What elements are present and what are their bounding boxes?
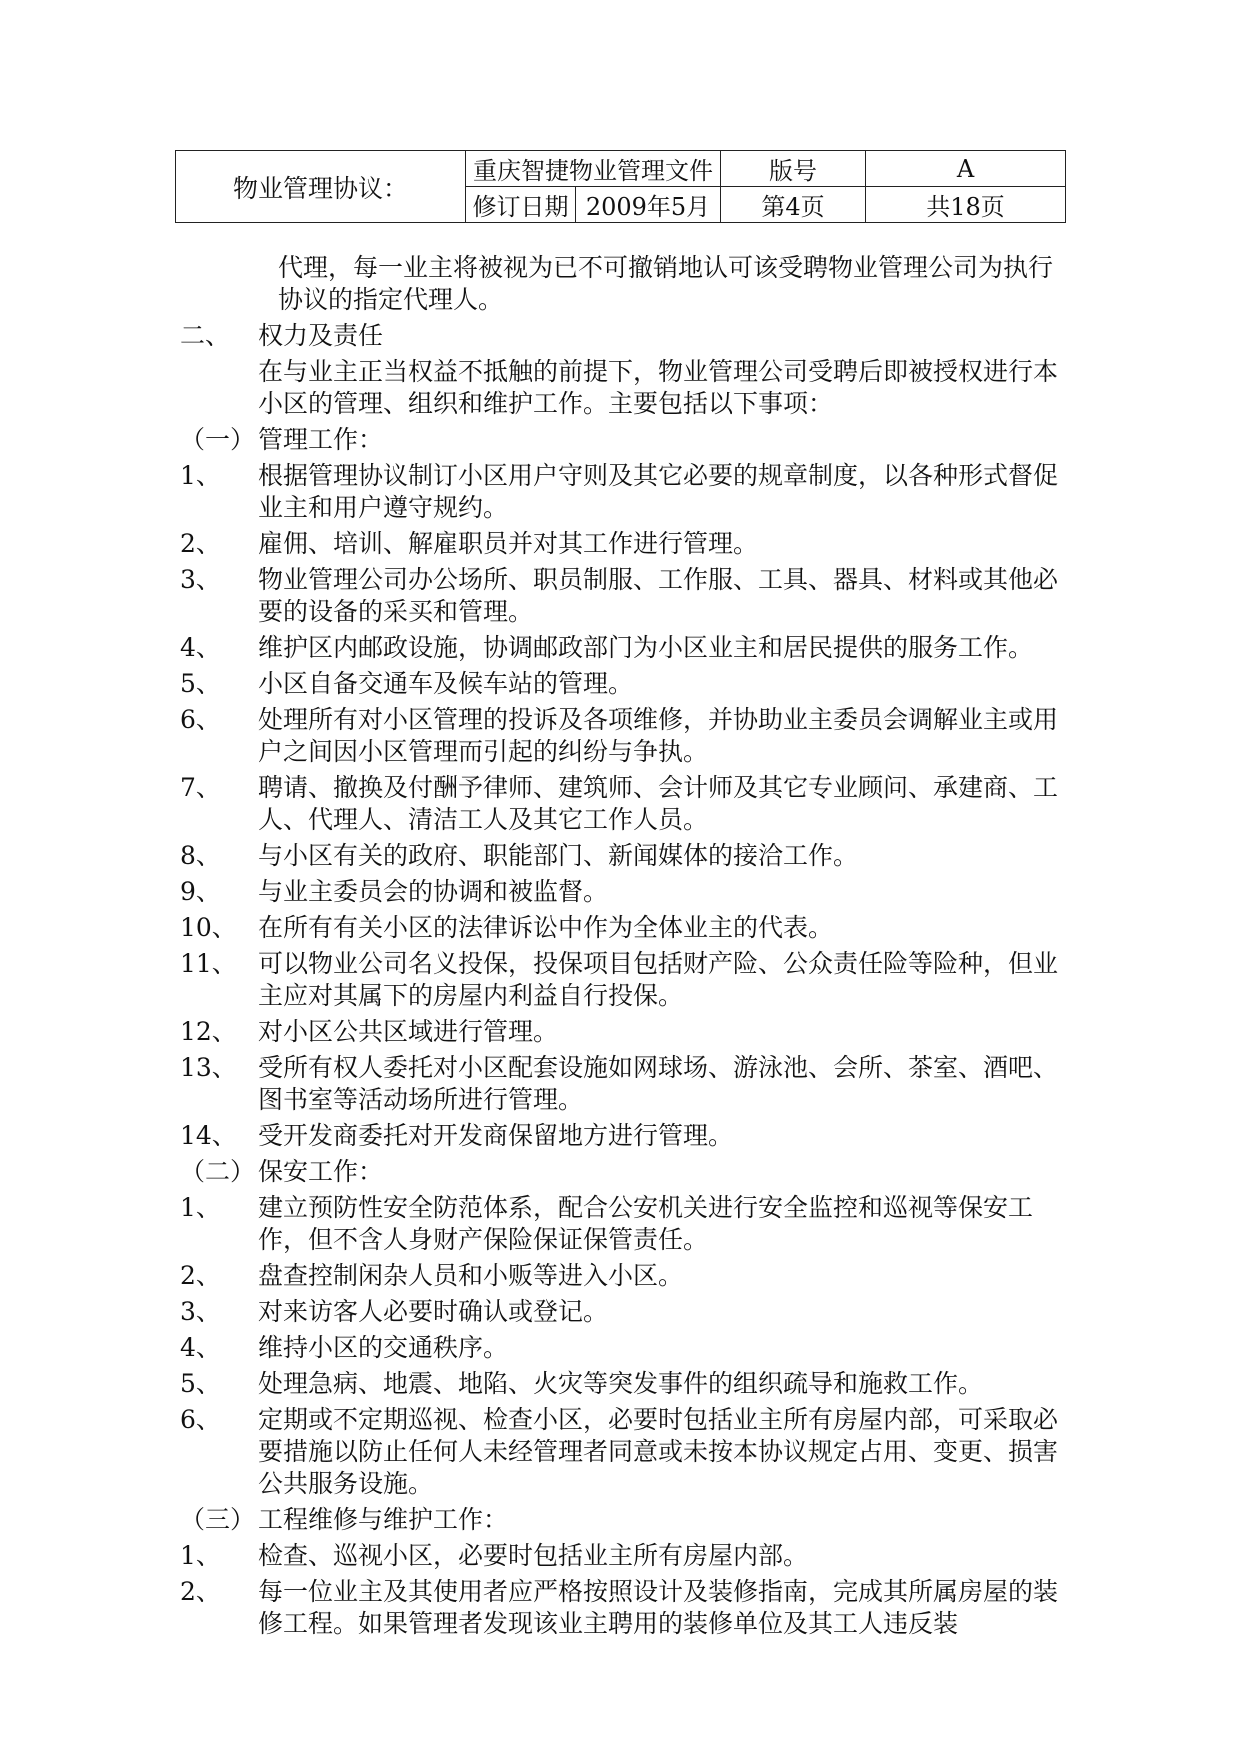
version-label: 版号	[721, 151, 866, 187]
list-item	[180, 876, 1060, 908]
item-number: 5、	[180, 1369, 221, 1398]
item-number: 12、	[180, 1017, 237, 1046]
item-number: 10、	[180, 913, 237, 942]
item-number: 4、	[180, 1333, 221, 1362]
list-item	[180, 1052, 1060, 1116]
item-number: 11、	[180, 949, 237, 978]
subsection-heading	[180, 1156, 1060, 1188]
list-item	[180, 668, 1060, 700]
page-number: 第4页	[721, 187, 866, 223]
subsection-heading	[180, 424, 1060, 456]
list-item	[180, 1260, 1060, 1292]
document-header-table	[175, 150, 1066, 223]
list-item	[180, 772, 1060, 836]
list-item	[180, 912, 1060, 944]
item-text: 雇佣、培训、解雇职员并对其工作进行管理。	[258, 529, 759, 558]
item-text: 可以物业公司名义投保，投保项目包括财产险、公众责任险等险种，但业主应对其属下的房屋内利益自行投保。	[258, 949, 1059, 1010]
list-item	[180, 704, 1060, 768]
list-item	[180, 528, 1060, 560]
subsection-number: （一）	[180, 425, 256, 454]
item-number: 4、	[180, 633, 221, 662]
subsection-number: （二）	[180, 1157, 256, 1186]
item-number: 3、	[180, 1297, 221, 1326]
subsection-number: （三）	[180, 1505, 256, 1534]
item-text: 对小区公共区域进行管理。	[258, 1017, 559, 1046]
item-text: 处理急病、地震、地陷、火灾等突发事件的组织疏导和施救工作。	[258, 1369, 984, 1398]
section-heading	[180, 320, 1060, 352]
revision-date-label: 修订日期	[466, 187, 576, 223]
item-number: 2、	[180, 529, 221, 558]
subsection-title: 工程维修与维护工作：	[258, 1505, 509, 1534]
item-number: 2、	[180, 1577, 221, 1606]
continuation-paragraph: 代理，每一业主将被视为已不可撤销地认可该受聘物业管理公司为执行协议的指定代理人。	[278, 253, 1054, 314]
subsection-title: 保安工作：	[258, 1157, 384, 1186]
section-number: 二、	[180, 321, 231, 350]
list-item	[180, 1368, 1060, 1400]
subsection-title: 管理工作：	[258, 425, 384, 454]
item-number: 5、	[180, 669, 221, 698]
item-text: 盘查控制闲杂人员和小贩等进入小区。	[258, 1261, 684, 1290]
item-number: 9、	[180, 877, 221, 906]
item-number: 3、	[180, 565, 221, 594]
item-number: 1、	[180, 1193, 221, 1222]
item-text: 小区自备交通车及候车站的管理。	[258, 669, 634, 698]
agreement-title: 物业管理协议：	[176, 151, 466, 223]
version-value: A	[866, 151, 1066, 187]
list-item	[180, 1120, 1060, 1152]
item-text: 处理所有对小区管理的投诉及各项维修，并协助业主委员会调解业主或用户之间因小区管理而引起的纠纷与争执。	[258, 705, 1059, 766]
list-item	[180, 1576, 1060, 1640]
item-text: 在所有有关小区的法律诉讼中作为全体业主的代表。	[258, 913, 834, 942]
item-text: 建立预防性安全防范体系，配合公安机关进行安全监控和巡视等保安工作，但不含人身财产保险保证保管责任。	[258, 1193, 1034, 1254]
item-number: 14、	[180, 1121, 237, 1150]
section-intro: 在与业主正当权益不抵触的前提下，物业管理公司受聘后即被授权进行本小区的管理、组织和维护工作。主要包括以下事项：	[258, 357, 1059, 418]
item-text: 检查、巡视小区，必要时包括业主所有房屋内部。	[258, 1541, 809, 1570]
item-number: 1、	[180, 461, 221, 490]
list-item	[180, 840, 1060, 872]
item-text: 与小区有关的政府、职能部门、新闻媒体的接洽工作。	[258, 841, 859, 870]
document-body	[180, 252, 1060, 1644]
list-item	[180, 1192, 1060, 1256]
item-text: 定期或不定期巡视、检查小区，必要时包括业主所有房屋内部，可采取必要措施以防止任何人未经管理者同意或未按本协议规定占用、变更、损害公共服务设施。	[258, 1405, 1059, 1498]
item-text: 与业主委员会的协调和被监督。	[258, 877, 609, 906]
item-number: 13、	[180, 1053, 237, 1082]
company-doc-name: 重庆智捷物业管理文件	[466, 151, 721, 187]
total-pages: 共18页	[866, 187, 1066, 223]
list-item	[180, 1540, 1060, 1572]
item-number: 2、	[180, 1261, 221, 1290]
list-item	[180, 1404, 1060, 1500]
item-text: 聘请、撤换及付酬予律师、建筑师、会计师及其它专业顾问、承建商、工人、代理人、清洁工人及其它工作人员。	[258, 773, 1059, 834]
item-number: 8、	[180, 841, 221, 870]
list-item	[180, 948, 1060, 1012]
section-title: 权力及责任	[258, 321, 384, 350]
item-number: 1、	[180, 1541, 221, 1570]
item-text: 维持小区的交通秩序。	[258, 1333, 509, 1362]
subsection-heading	[180, 1504, 1060, 1536]
item-text: 根据管理协议制订小区用户守则及其它必要的规章制度，以各种形式督促业主和用户遵守规约。	[258, 461, 1059, 522]
item-text: 物业管理公司办公场所、职员制服、工作服、工具、器具、材料或其他必要的设备的采买和管理。	[258, 565, 1059, 626]
item-text: 受所有权人委托对小区配套设施如网球场、游泳池、会所、茶室、酒吧、图书室等活动场所进行管理。	[258, 1053, 1059, 1114]
list-item	[180, 1296, 1060, 1328]
item-number: 6、	[180, 1405, 221, 1434]
list-item	[180, 632, 1060, 664]
list-item	[180, 1016, 1060, 1048]
item-text: 受开发商委托对开发商保留地方进行管理。	[258, 1121, 734, 1150]
revision-date-value: 2009年5月	[576, 187, 721, 223]
item-text: 每一位业主及其使用者应严格按照设计及装修指南，完成其所属房屋的装修工程。如果管理者发现该业主聘用的装修单位及其工人违反装	[258, 1577, 1059, 1638]
list-item	[180, 1332, 1060, 1364]
item-text: 对来访客人必要时确认或登记。	[258, 1297, 609, 1326]
list-item	[180, 460, 1060, 524]
list-item	[180, 564, 1060, 628]
item-text: 维护区内邮政设施，协调邮政部门为小区业主和居民提供的服务工作。	[258, 633, 1034, 662]
item-number: 7、	[180, 773, 221, 802]
item-number: 6、	[180, 705, 221, 734]
